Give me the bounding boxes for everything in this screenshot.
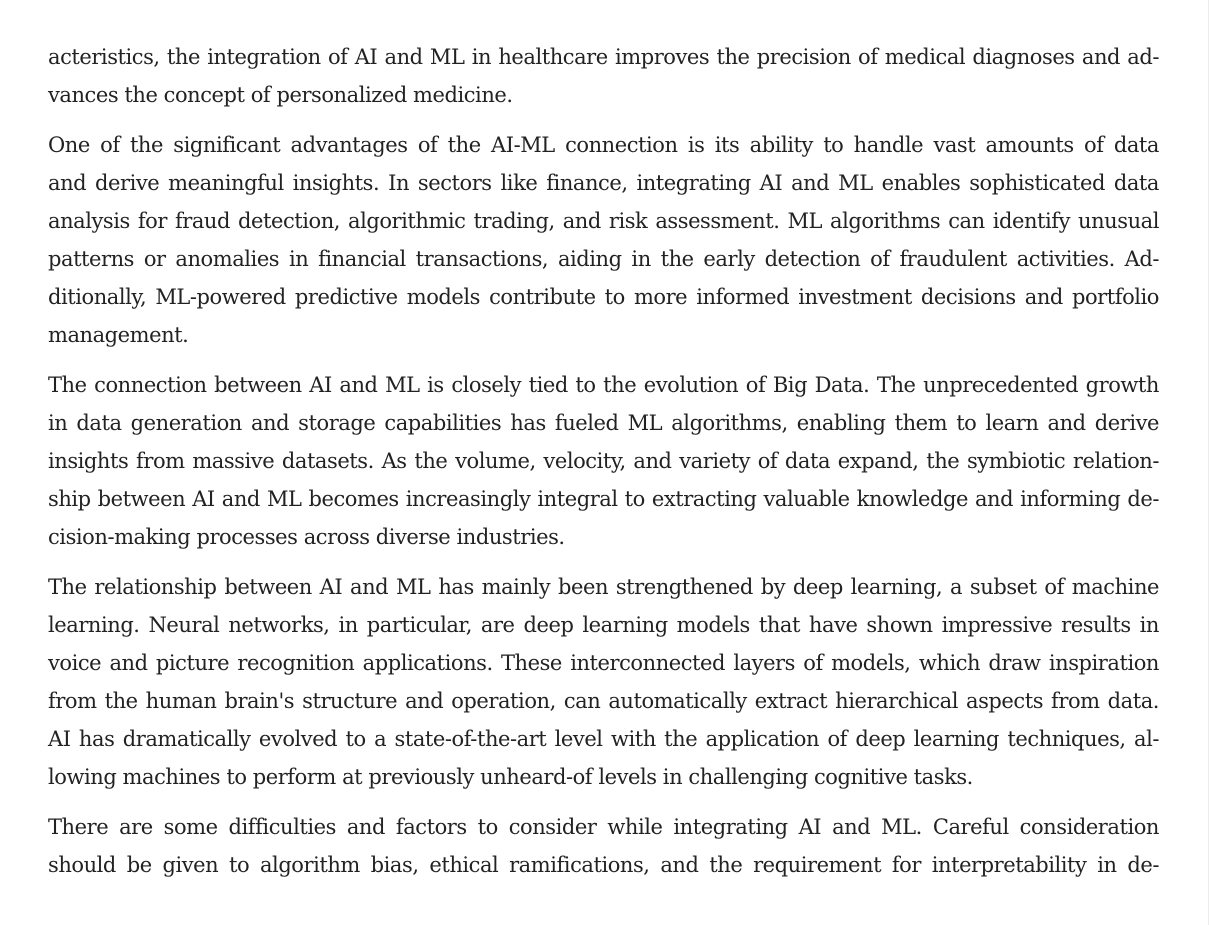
- text-line: acteristics, the integration of AI and ML in healthcare improves the precision of medical diagnoses and ad-: [48, 45, 1159, 69]
- text-line: One of the significant advantages of the AI-ML connection is its ability to handle vast amounts of data: [48, 133, 1159, 157]
- text-line: ditionally, ML-powered predictive models contribute to more informed investment decisions and portfolio: [48, 285, 1159, 309]
- text-line: in data generation and storage capabilities has fueled ML algorithms, enabling them to learn and derive: [48, 411, 1159, 435]
- text-line: cision-making processes across diverse industries.: [48, 525, 565, 549]
- paragraph-4: [48, 568, 1159, 796]
- text-line: analysis for fraud detection, algorithmic trading, and risk assessment. ML algorithms can identify unusual: [48, 209, 1159, 233]
- text-line: AI has dramatically evolved to a state-of-the-art level with the application of deep learning techniques, al-: [48, 727, 1159, 751]
- paragraph-3: [48, 366, 1159, 556]
- text-line: lowing machines to perform at previously unheard-of levels in challenging cognitive tasks.: [48, 765, 973, 789]
- text-line: patterns or anomalies in financial transactions, aiding in the early detection of fraudulent activities. Ad-: [48, 247, 1159, 271]
- paragraph-5: [48, 808, 1159, 884]
- paragraph-2: [48, 126, 1159, 354]
- text-line: management.: [48, 323, 189, 347]
- text-line: insights from massive datasets. As the volume, velocity, and variety of data expand, the symbiotic relation-: [48, 449, 1159, 473]
- text-line: and derive meaningful insights. In sectors like finance, integrating AI and ML enables sophisticated data: [48, 171, 1159, 195]
- paragraph-1: [48, 38, 1159, 114]
- text-line: ship between AI and ML becomes increasingly integral to extracting valuable knowledge and informing de-: [48, 487, 1159, 511]
- text-line: should be given to algorithm bias, ethical ramifications, and the requirement for interpretability in de-: [48, 853, 1159, 877]
- text-line: vances the concept of personalized medicine.: [48, 83, 513, 107]
- text-line: voice and picture recognition applications. These interconnected layers of models, which draw inspiration: [48, 651, 1159, 675]
- reader-body-text: [48, 38, 1159, 896]
- text-line: The connection between AI and ML is closely tied to the evolution of Big Data. The unprecedented growth: [48, 373, 1159, 397]
- text-line: learning. Neural networks, in particular, are deep learning models that have shown impressive results in: [48, 613, 1159, 637]
- text-line: from the human brain's structure and operation, can automatically extract hierarchical aspects from data.: [48, 689, 1159, 713]
- text-line: The relationship between AI and ML has mainly been strengthened by deep learning, a subset of machine: [48, 575, 1159, 599]
- text-line: There are some difficulties and factors to consider while integrating AI and ML. Careful consideration: [48, 815, 1159, 839]
